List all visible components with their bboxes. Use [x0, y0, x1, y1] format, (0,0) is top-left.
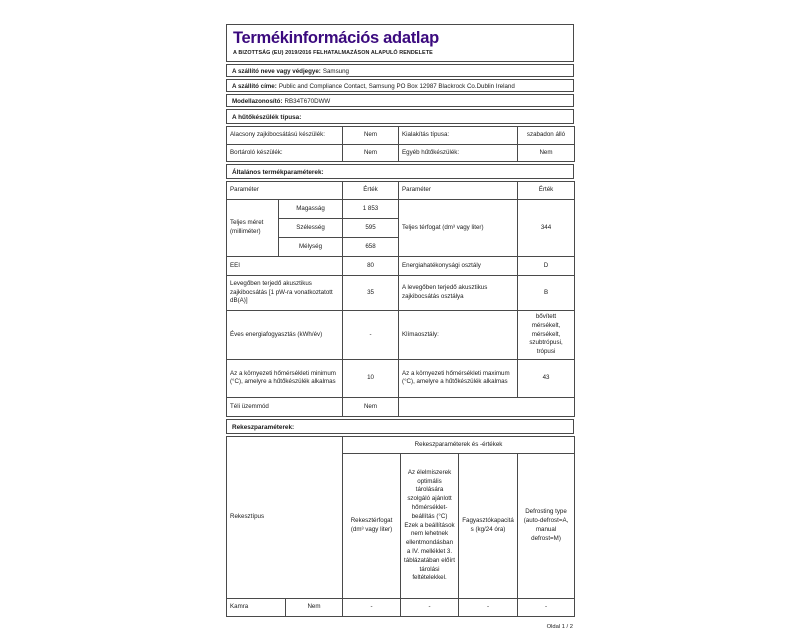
model-id-row: [226, 94, 574, 107]
sub-param-label: Szélesség: [279, 219, 343, 238]
param-value: -: [343, 311, 399, 360]
column-header: Paraméter: [227, 182, 343, 200]
compartment-table: [226, 436, 575, 617]
param-value: B: [518, 276, 575, 311]
table-header-row: [227, 182, 575, 200]
compartment-defrosting: -: [518, 598, 575, 616]
supplier-address-row: [226, 79, 574, 92]
param-label: Teljes méret (milliméter): [227, 200, 279, 257]
sub-param-value: 1 853: [343, 200, 399, 219]
table-row: [227, 276, 575, 311]
empty-cell: [399, 397, 575, 416]
param-label: A levegőben terjedő akusztikus zajkibocsátás osztálya: [399, 276, 518, 311]
param-label: Teljes térfogat (dm³ vagy liter): [399, 200, 518, 257]
table-row: [227, 598, 575, 616]
param-value: szabadon álló: [518, 127, 575, 145]
title-block: [226, 24, 574, 62]
table-row: [227, 359, 575, 397]
param-value: 43: [518, 359, 575, 397]
model-id-value: RB34T670DWW: [284, 98, 331, 105]
column-header: Az élelmiszerek optimális tárolására szolgáló ajánlott hőmérséklet-beállítás (°C) Ezek a beállítások nem lehetnek ellentmondásban a IV. melléklet 3. táblázatában előírt tárolási feltételekkel.: [401, 453, 459, 598]
page-number: Oldal 1 / 2: [546, 623, 573, 630]
table-row: [227, 311, 575, 360]
column-header: Defrosting type (auto-defrost=A, manual defrost=M): [518, 453, 575, 598]
section-header-general: Általános termékparaméterek:: [226, 164, 574, 179]
param-label: Az a környezeti hőmérsékleti maximum (°C), amelyre a hűtőkészülék alkalmas: [399, 359, 518, 397]
supplier-name-label: A szállító neve vagy védjegye:: [232, 68, 321, 75]
param-value: D: [518, 257, 575, 276]
sub-param-value: 658: [343, 238, 399, 257]
param-label: Az a környezeti hőmérsékleti minimum (°C), amelyre a hűtőkészülék alkalmas: [227, 359, 343, 397]
model-id-label: Modellazonosító:: [232, 98, 283, 105]
param-value: Nem: [343, 127, 399, 145]
column-header: Paraméter: [399, 182, 518, 200]
param-value: bővített mérsékelt, mérsékelt, szubtrópusi, trópusi: [518, 311, 575, 360]
param-label: Egyéb hűtőkészülék:: [399, 145, 518, 162]
param-label: Klímaosztály:: [399, 311, 518, 360]
compartment-volume: -: [343, 598, 401, 616]
section-header-type: A hűtőkészülék típusa:: [226, 109, 574, 124]
doc-title: Termékinformációs adatlap: [233, 29, 439, 47]
section-header-compartment: Rekeszparaméterek:: [226, 419, 574, 434]
column-header: Érték: [518, 182, 575, 200]
general-params-table: [226, 181, 575, 417]
param-label: Bortároló készülék:: [227, 145, 343, 162]
param-label: Alacsony zajkibocsátású készülék:: [227, 127, 343, 145]
param-label: Energiahatékonysági osztály: [399, 257, 518, 276]
supplier-name-value: Samsung: [322, 68, 349, 75]
sub-param-label: Magasság: [279, 200, 343, 219]
compartment-exists: Nem: [286, 598, 343, 616]
supplier-address-label: A szállító címe:: [232, 83, 277, 90]
supplier-name-row: [226, 64, 574, 77]
param-value: Nem: [518, 145, 575, 162]
param-value: 10: [343, 359, 399, 397]
table-row: [227, 127, 575, 145]
compartment-freezing: -: [459, 598, 518, 616]
param-value: 344: [518, 200, 575, 257]
span-column-header: Rekeszparaméterek és -értékek: [343, 436, 575, 453]
table-row: [227, 200, 575, 219]
param-label: Téli üzemmód: [227, 397, 343, 416]
column-header: Rekesztérfogat (dm³ vagy liter): [343, 453, 401, 598]
table-row: [227, 145, 575, 162]
param-value: Nem: [343, 145, 399, 162]
compartment-name: Kamra: [227, 598, 286, 616]
param-value: 80: [343, 257, 399, 276]
param-label: Éves energiafogyasztás (kWh/év): [227, 311, 343, 360]
table-row: [227, 257, 575, 276]
column-header: Fagyasztókapacitás (kg/24 óra): [459, 453, 518, 598]
product-datasheet: [226, 24, 574, 630]
sub-param-label: Mélység: [279, 238, 343, 257]
param-label: Levegőben terjedő akusztikus zajkibocsátás [1 pW-ra vonatkoztatott dB(A)]: [227, 276, 343, 311]
sub-param-value: 595: [343, 219, 399, 238]
regulation-subtitle: A BIZOTTSÁG (EU) 2019/2016 FELHATALMAZÁSON ALAPULÓ RENDELETE: [233, 50, 433, 57]
param-label: Kialakítás típusa:: [399, 127, 518, 145]
param-value: 35: [343, 276, 399, 311]
table-row: [227, 397, 575, 416]
column-header: Érték: [343, 182, 399, 200]
table-header-row: [227, 436, 575, 453]
param-label: EEI: [227, 257, 343, 276]
type-table: [226, 126, 575, 162]
param-value: Nem: [343, 397, 399, 416]
column-header: Rekesztípus: [227, 436, 343, 598]
compartment-temperature: -: [401, 598, 459, 616]
supplier-address-value: Public and Compliance Contact, Samsung PO Box 12987 Blackrock Co.Dublin Ireland: [278, 83, 515, 90]
